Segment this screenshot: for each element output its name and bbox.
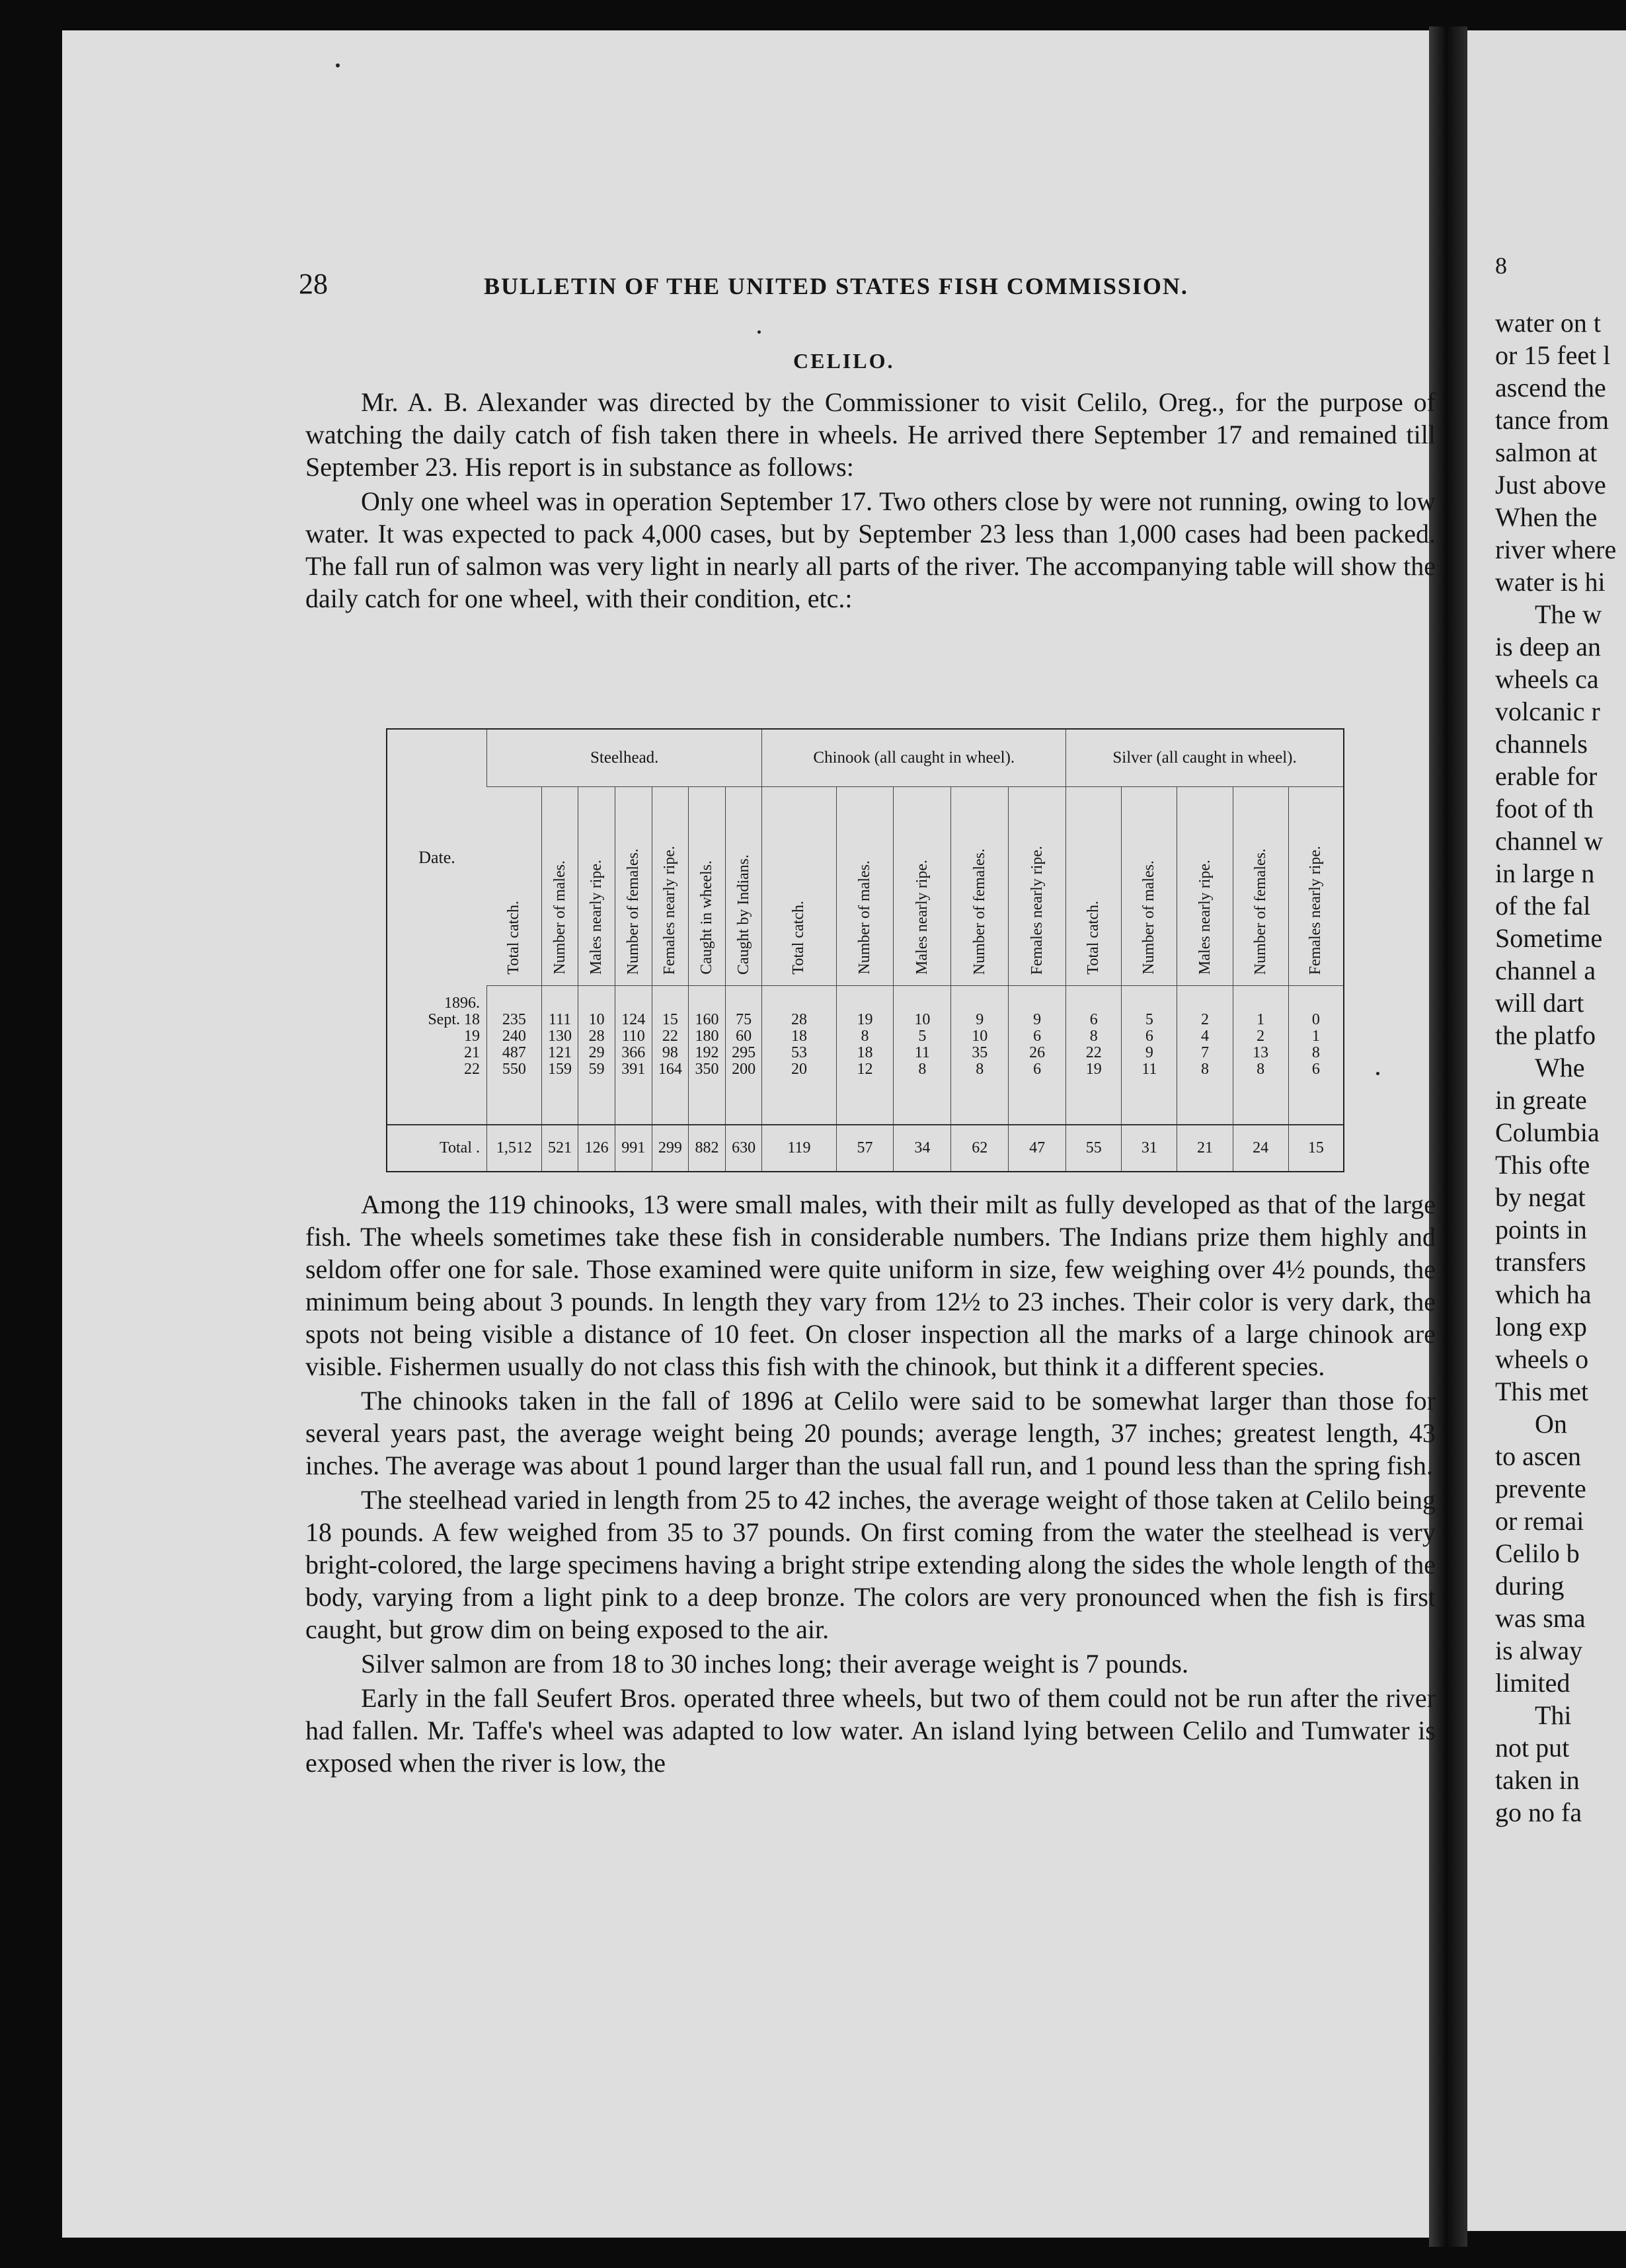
total-cell: 24 [1233,1125,1288,1171]
table-cell: 110 [621,1028,645,1045]
date-column-header: Date. [418,847,455,867]
data-column [951,986,1009,1125]
total-cell: 991 [615,1125,652,1171]
facing-page-text [1495,307,1616,1829]
table-cell: 11 [914,1044,930,1061]
facing-page-line: wheels ca [1495,664,1599,694]
facing-page-line: limited [1495,1668,1570,1698]
column-header [836,787,894,986]
table-cell: 192 [695,1044,719,1061]
date-label: Sept. 18 [428,1010,480,1028]
data-column [1009,986,1066,1125]
table-cell: 35 [972,1044,988,1061]
data-column [1066,986,1122,1125]
table-cell: 391 [621,1061,646,1078]
facing-page-line: is deep an [1495,632,1601,662]
column-header-label: Caught by Indians. [734,854,752,975]
column-header-label: Males nearly ripe. [588,860,605,975]
intro-text [305,386,1436,617]
date-label: 21 [464,1043,480,1061]
facing-page-line: in large n [1495,858,1595,888]
table-cell: 1 [1257,1011,1265,1028]
facing-page-line: wheels o [1495,1344,1589,1374]
column-header [1122,787,1177,986]
table-cell: 18 [791,1028,807,1045]
facing-page-line: or 15 feet l [1495,340,1611,370]
column-header-label: Total catch. [1085,901,1103,975]
table-cell: 9 [1033,1011,1042,1028]
facing-page-line: channel a [1495,956,1596,985]
page-header [299,267,1237,307]
facing-page-line: by negat [1495,1182,1586,1212]
total-cell: 57 [836,1125,894,1171]
speck-mark [757,330,761,334]
table-cell: 20 [791,1061,807,1078]
total-cell: 21 [1177,1125,1233,1171]
running-title: BULLETIN OF THE UNITED STATES FISH COMMISSION. [484,273,1188,299]
facing-page-line: river where [1495,535,1617,564]
data-column [894,986,951,1125]
data-column [725,986,762,1125]
column-header-label: Males nearly ripe. [913,860,931,975]
facing-page-line: points in [1495,1215,1587,1244]
table-cell: 98 [662,1044,678,1061]
paragraph: Only one wheel was in operation September 17. Two others close by were not running, owing to low water. It was expected to pack 4,000 cases, but by September 23 less than 1,000 cases had been packed. The fall run of salmon was very light in nearly all parts of the river. The accompanying table will show the daily catch for one wheel, with their condition, etc.: [305,486,1436,613]
table-cell: 8 [1089,1028,1098,1045]
facing-page-line: Sometime [1495,923,1603,953]
table-cell: 28 [791,1011,807,1028]
facing-page-line: The w [1535,599,1602,629]
data-column [1288,986,1343,1125]
facing-page-line: of the fal [1495,891,1591,921]
table-cell: 6 [1145,1028,1153,1045]
facing-page-line: prevente [1495,1474,1586,1503]
table-cell: 53 [791,1044,807,1061]
table-cell: 10 [588,1011,605,1028]
table-cell: 7 [1201,1044,1209,1061]
table-cell: 160 [695,1011,719,1028]
table-cell: 6 [1089,1011,1098,1028]
total-cell: 62 [951,1125,1009,1171]
column-header [1009,787,1066,986]
column-header [615,787,652,986]
facing-page-line: was sma [1495,1603,1586,1633]
table-cell: 29 [588,1044,605,1061]
table-cell: 10 [972,1028,988,1045]
body-text [305,1188,1436,1781]
facing-page-line: channel w [1495,826,1604,856]
book-spine [1429,26,1467,2247]
speck-mark [1376,1072,1379,1075]
facing-page-line: channels [1495,729,1588,759]
table-cell: 8 [1201,1061,1209,1078]
table-cell: 130 [548,1028,572,1045]
facing-page-line: Just above [1495,470,1606,500]
column-header [689,787,726,986]
date-label: 22 [464,1060,480,1078]
data-column [652,986,689,1125]
table-cell: 121 [548,1044,572,1061]
column-header-label: Number of males. [1140,860,1158,975]
data-column [1177,986,1233,1125]
chinook-group-header: Chinook (all caught in wheel). [762,730,1066,787]
data-column [487,986,542,1125]
column-header [487,787,542,986]
total-cell: 31 [1122,1125,1177,1171]
column-header-label: Females nearly ripe. [1028,845,1046,975]
column-header-label: Caught in wheels. [698,860,715,975]
facing-page-line: foot of th [1495,794,1594,823]
column-header-label: Number of females. [1251,848,1269,975]
steelhead-group-header: Steelhead. [487,730,762,787]
speck-mark [336,63,340,67]
total-cell: 47 [1009,1125,1066,1171]
column-header [1233,787,1288,986]
table-cell: 2 [1257,1028,1265,1045]
table-cell: 6 [1311,1061,1320,1078]
table-cell: 159 [548,1061,572,1078]
table-cell: 8 [918,1061,927,1078]
table-cell: 240 [502,1028,526,1045]
facing-page-line: This met [1495,1377,1589,1406]
table-cell: 11 [1142,1061,1157,1078]
facing-page-line: transfers [1495,1247,1586,1277]
section-title: CELILO. [793,349,895,373]
total-cell: 119 [762,1125,836,1171]
paragraph: Silver salmon are from 18 to 30 inches long; their average weight is 7 pounds. [361,1649,1188,1679]
table-cell: 10 [914,1011,931,1028]
facing-page-line: or remai [1495,1506,1584,1536]
paragraph: Among the 119 chinooks, 13 were small males, with their milt as fully developed as that of the large fish. The wheels sometimes take these fish in considerable numbers. The Indians prize them highly and seldom offer one for sale. Those examined were quite uniform in size, few weighing over 4½ pounds, the minimum being about 3 pounds. In length they vary from 12½ to 23 inches. Their color is very dark, the spots not being visible a distance of 10 feet. On closer inspection all the marks of a large chinook are visible. Fishermen usually do not class this fish with the chinook, but think it a different species. [305,1190,1436,1381]
table-cell: 22 [1085,1044,1102,1061]
column-header-label: Total catch. [790,901,808,975]
table-cell: 19 [857,1011,873,1028]
table-cell: 15 [662,1011,678,1028]
table-cell: 200 [732,1061,756,1078]
facing-page-line: Celilo b [1495,1538,1580,1568]
facing-page-line: volcanic r [1495,697,1600,726]
table-cell: 2 [1201,1011,1209,1028]
column-header [1066,787,1122,986]
paragraph: Mr. A. B. Alexander was directed by the Commissioner to visit Celilo, Oreg., for the purpose of watching the daily catch of fish taken there in wheels. He arrived there September 17 and remained till September 23. His report is in substance as follows: [305,387,1436,482]
column-header [652,787,689,986]
table-cell: 1 [1311,1028,1320,1045]
facing-page-line: which ha [1495,1279,1592,1309]
column-header-label: Total catch. [505,901,523,975]
total-cell: 1,512 [487,1125,542,1171]
table-cell: 59 [588,1061,605,1078]
data-column [578,986,615,1125]
facing-page-line: Whe [1535,1053,1585,1082]
table-cell: 19 [1085,1061,1102,1078]
table-cell: 295 [732,1044,756,1061]
facing-page-line: ascend the [1495,373,1606,402]
facing-page-line: This ofte [1495,1150,1590,1180]
column-header-label: Males nearly ripe. [1196,860,1214,975]
table-cell: 235 [502,1011,526,1028]
total-cell: 15 [1288,1125,1343,1171]
table-cell: 13 [1253,1044,1269,1061]
facing-page-line: go no fa [1495,1797,1582,1827]
column-header-label: Number of females. [624,848,642,975]
total-cell: 299 [652,1125,689,1171]
facing-page-line: is alway [1495,1636,1583,1665]
total-cell: 126 [578,1125,615,1171]
paragraph: The chinooks taken in the fall of 1896 at Celilo were said to be somewhat larger than those for several years past, the average weight being 20 pounds; average length, 37 inches; greatest length, 43 inches. The average was about 1 pound larger than the usual fall run, and 1 pound less than the spring fish. [305,1386,1436,1480]
date-label: 1896. [444,994,480,1012]
facing-page-header: 8 [1495,252,1507,279]
catch-table [386,728,1344,1172]
table-cell: 28 [588,1028,605,1045]
facing-page-line: taken in [1495,1765,1580,1795]
column-header [951,787,1009,986]
table-cell: 180 [695,1028,719,1045]
data-column [541,986,578,1125]
table-cell: 6 [1033,1061,1042,1078]
facing-page-line: water on t [1495,308,1601,338]
paragraph: Early in the fall Seufert Bros. operated three wheels, but two of them could not be run after the river had fallen. Mr. Taffe's wheel was adapted to low water. An island lying between Celilo and Tumwater is exposed when the river is low, the [305,1683,1436,1778]
facing-page-line: Columbia [1495,1117,1600,1147]
facing-page-line: water is hi [1495,567,1606,597]
column-header-label: Females nearly ripe. [1307,845,1325,975]
table-cell: 111 [548,1011,572,1028]
facing-page-line: the platfo [1495,1020,1596,1050]
column-header [725,787,762,986]
facing-page-line: erable for [1495,761,1598,791]
data-column [1122,986,1177,1125]
facing-page-line: to ascen [1495,1441,1581,1471]
table-cell: 22 [662,1028,678,1045]
facing-page-line: will dart [1495,988,1584,1018]
total-cell: 55 [1066,1125,1122,1171]
silver-group-header: Silver (all caught in wheel). [1066,730,1343,787]
data-column [689,986,726,1125]
table-cell: 5 [918,1028,927,1045]
column-header-label: Number of males. [551,860,568,975]
column-header [762,787,836,986]
total-cell: 521 [541,1125,578,1171]
data-column [762,986,836,1125]
column-header [1288,787,1343,986]
facing-page-line: during [1495,1571,1565,1601]
page-number: 28 [299,268,328,300]
facing-page-line: not put [1495,1733,1570,1762]
total-cell: 882 [689,1125,726,1171]
column-header [1177,787,1233,986]
facing-page-line: Thi [1535,1700,1572,1730]
table-cell: 6 [1033,1028,1042,1045]
column-header-label: Number of females. [970,848,988,975]
date-cell [387,986,487,1125]
facing-page-line: salmon at [1495,437,1598,467]
table-cell: 350 [695,1061,719,1078]
table-cell: 75 [736,1011,752,1028]
column-header [541,787,578,986]
total-cell: 630 [725,1125,762,1171]
column-header [578,787,615,986]
total-label: Total . [387,1125,487,1171]
data-column [836,986,894,1125]
table-cell: 8 [1257,1061,1265,1078]
table-cell: 124 [621,1011,646,1028]
table-cell: 366 [621,1044,646,1061]
data-column [615,986,652,1125]
table-cell: 18 [857,1044,873,1061]
column-header [894,787,951,986]
table-cell: 0 [1311,1011,1320,1028]
column-header-label: Number of males. [855,860,873,975]
paragraph: The steelhead varied in length from 25 to 42 inches, the average weight of those taken at Celilo being 18 pounds. A few weighed from 35 to 37 pounds. On first coming from the water the steelhead is very bright-colored, the large specimens having a bright stripe extending along the sides the whole length of the body, varying from a light pink to a deep bronze. The colors are very pronounced when the fish is first caught, but grow dim on being exposed to the air. [305,1485,1436,1644]
facing-page-line: On [1535,1409,1567,1439]
column-header-label: Females nearly ripe. [661,845,679,975]
table-cell: 8 [976,1061,984,1078]
table-cell: 60 [736,1028,752,1045]
table-cell: 9 [976,1011,984,1028]
table-cell: 9 [1145,1044,1153,1061]
table-cell: 12 [857,1061,873,1078]
facing-page-line: tance from [1495,405,1609,435]
table-cell: 8 [1311,1044,1320,1061]
table-cell: 5 [1145,1011,1153,1028]
data-column [1233,986,1288,1125]
facing-page-line: in greate [1495,1085,1587,1115]
table-cell: 26 [1029,1044,1046,1061]
facing-page-line: long exp [1495,1312,1587,1342]
table-cell: 487 [502,1044,526,1061]
table-cell: 8 [861,1028,869,1045]
table-cell: 550 [502,1061,526,1078]
facing-page-line: When the [1495,502,1598,532]
date-label: 19 [464,1027,480,1045]
table-cell: 4 [1201,1028,1209,1045]
total-cell: 34 [894,1125,951,1171]
table-cell: 164 [658,1061,682,1078]
